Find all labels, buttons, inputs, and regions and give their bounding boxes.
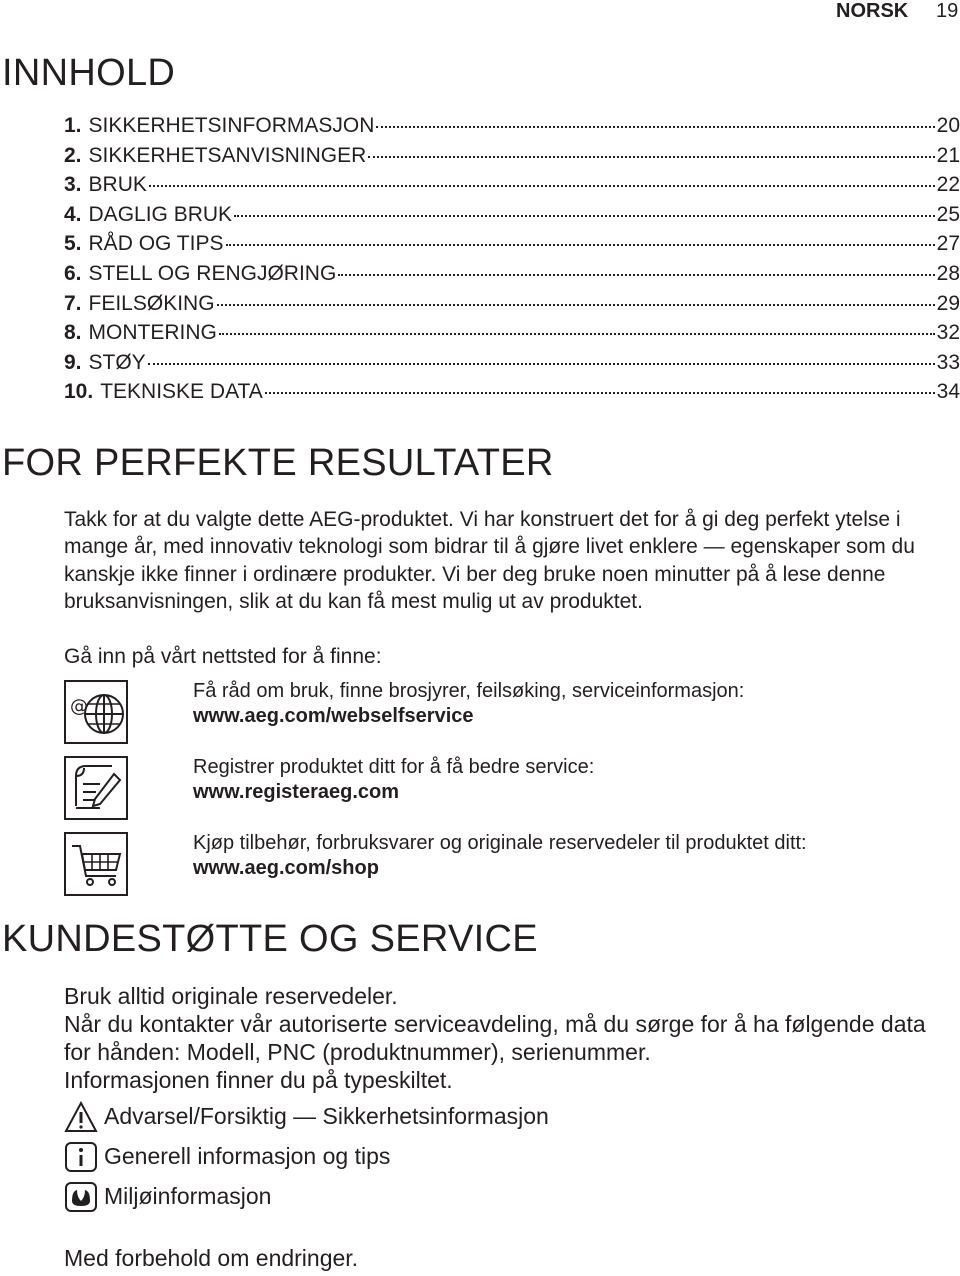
toc-item-title: DAGLIG BRUK xyxy=(88,202,233,226)
toc-item-number: 7. xyxy=(64,291,82,315)
web-globe-icon xyxy=(64,680,128,744)
results-paragraph: Takk for at du valgte dette AEG-produktet. Vi har konstruert det for å gi deg perfekt ytelse i mange år, med innovativ teknologi som bidrar til å gjøre livet enklere — egenskaper som du kanskje ikke finner i ordinære produkter. Vi ber deg bruke noen minutter på å lese denne bruksanvisningen, slik at du kan få mest mulig ut av produktet. xyxy=(64,508,915,613)
toc-item-title: BRUK xyxy=(88,173,147,197)
toc-item-title: STELL OG RENGJØRING xyxy=(88,261,337,285)
toc-leader-dots xyxy=(234,215,935,217)
legend-environment-label: Miljøinformasjon xyxy=(104,1183,272,1209)
header-language: NORSK xyxy=(836,0,909,22)
toc-item[interactable] xyxy=(64,173,960,203)
toc-leader-dots xyxy=(148,363,935,365)
visit-website-text: Gå inn på vårt nettsted for å finne: xyxy=(64,645,382,668)
toc-item-page: 34 xyxy=(936,380,960,404)
toc-item-number: 5. xyxy=(64,232,82,256)
toc-item[interactable] xyxy=(64,321,960,351)
webselfservice-link[interactable]: www.aeg.com/webselfservice xyxy=(193,705,474,727)
toc-item-number: 3. xyxy=(64,173,82,197)
svg-text:@: @ xyxy=(70,696,88,717)
register-document-icon xyxy=(64,756,128,820)
toc-leader-dots xyxy=(217,304,935,306)
support-line-rating-plate: Informasjonen finner du på typeskiltet. xyxy=(64,1067,453,1093)
toc-item-number: 9. xyxy=(64,350,82,374)
support-line-contact: Når du kontakter vår autoriserte serviceavdeling, må du sørge for å ha følgende data for hånden: Modell, PNC (produktnummer), serienummer. xyxy=(64,1011,926,1065)
table-of-contents xyxy=(64,114,960,410)
toc-item-page: 28 xyxy=(936,261,960,285)
toc-item-title: SIKKERHETSINFORMASJON xyxy=(88,114,375,137)
info-icon xyxy=(64,1141,98,1173)
register-link-description: Registrer produktet ditt for å få bedre service: xyxy=(193,756,595,778)
warning-icon xyxy=(64,1101,98,1133)
registeraeg-link[interactable]: www.registeraeg.com xyxy=(193,781,399,803)
toc-item[interactable] xyxy=(64,262,960,292)
shopping-cart-icon xyxy=(64,832,128,896)
toc-item-page: 33 xyxy=(936,350,960,374)
toc-item-page: 27 xyxy=(936,232,960,256)
toc-item-title: SIKKERHETSANVISNINGER xyxy=(88,143,367,167)
environment-leaf-icon xyxy=(64,1181,98,1213)
toc-item-number: 1. xyxy=(64,114,82,137)
shop-link[interactable]: www.aeg.com/shop xyxy=(193,857,379,879)
toc-leader-dots xyxy=(338,274,934,276)
toc-item-number: 8. xyxy=(64,321,82,345)
footer-note: Med forbehold om endringer. xyxy=(64,1245,359,1271)
legend-warning-label: Advarsel/Forsiktig — Sikkerhetsinformasjon xyxy=(104,1103,549,1129)
toc-item-title: MONTERING xyxy=(88,321,217,345)
toc-leader-dots xyxy=(219,333,935,335)
toc-item-page: 25 xyxy=(936,202,960,226)
toc-leader-dots xyxy=(368,156,934,158)
toc-item[interactable] xyxy=(64,114,960,144)
toc-item[interactable] xyxy=(64,380,960,410)
toc-item-page: 22 xyxy=(936,173,960,197)
toc-item-page: 20 xyxy=(936,114,960,137)
toc-item-title: TEKNISKE DATA xyxy=(100,380,263,404)
toc-item-number: 6. xyxy=(64,261,82,285)
toc-item-page: 21 xyxy=(936,143,960,167)
toc-item[interactable] xyxy=(64,144,960,174)
results-heading: FOR PERFEKTE RESULTATER xyxy=(2,442,554,484)
toc-item-title: RÅD OG TIPS xyxy=(88,232,224,256)
shop-link-description: Kjøp tilbehør, forbruksvarer og originale reservedeler til produktet ditt: xyxy=(193,832,807,854)
toc-item-page: 29 xyxy=(936,291,960,315)
toc-item[interactable] xyxy=(64,292,960,322)
header-page-number: 19 xyxy=(936,0,959,22)
toc-item[interactable] xyxy=(64,232,960,262)
support-heading: KUNDESTØTTE OG SERVICE xyxy=(2,918,538,960)
toc-leader-dots xyxy=(376,126,934,128)
toc-item-title: STØY xyxy=(88,350,146,374)
toc-item-page: 32 xyxy=(936,321,960,345)
toc-leader-dots xyxy=(149,185,935,187)
toc-item-title: FEILSØKING xyxy=(88,291,215,315)
toc-item-number: 10. xyxy=(64,380,94,404)
toc-item-number: 4. xyxy=(64,202,82,226)
toc-item[interactable] xyxy=(64,351,960,381)
web-link-description: Få råd om bruk, finne brosjyrer, feilsøking, serviceinformasjon: xyxy=(193,680,745,702)
toc-item-number: 2. xyxy=(64,143,82,167)
legend-info-label: Generell informasjon og tips xyxy=(104,1143,391,1169)
toc-leader-dots xyxy=(265,392,935,394)
contents-heading: INNHOLD xyxy=(2,52,176,94)
toc-item[interactable] xyxy=(64,203,960,233)
toc-leader-dots xyxy=(226,244,935,246)
support-line-original-parts: Bruk alltid originale reservedeler. xyxy=(64,983,398,1009)
